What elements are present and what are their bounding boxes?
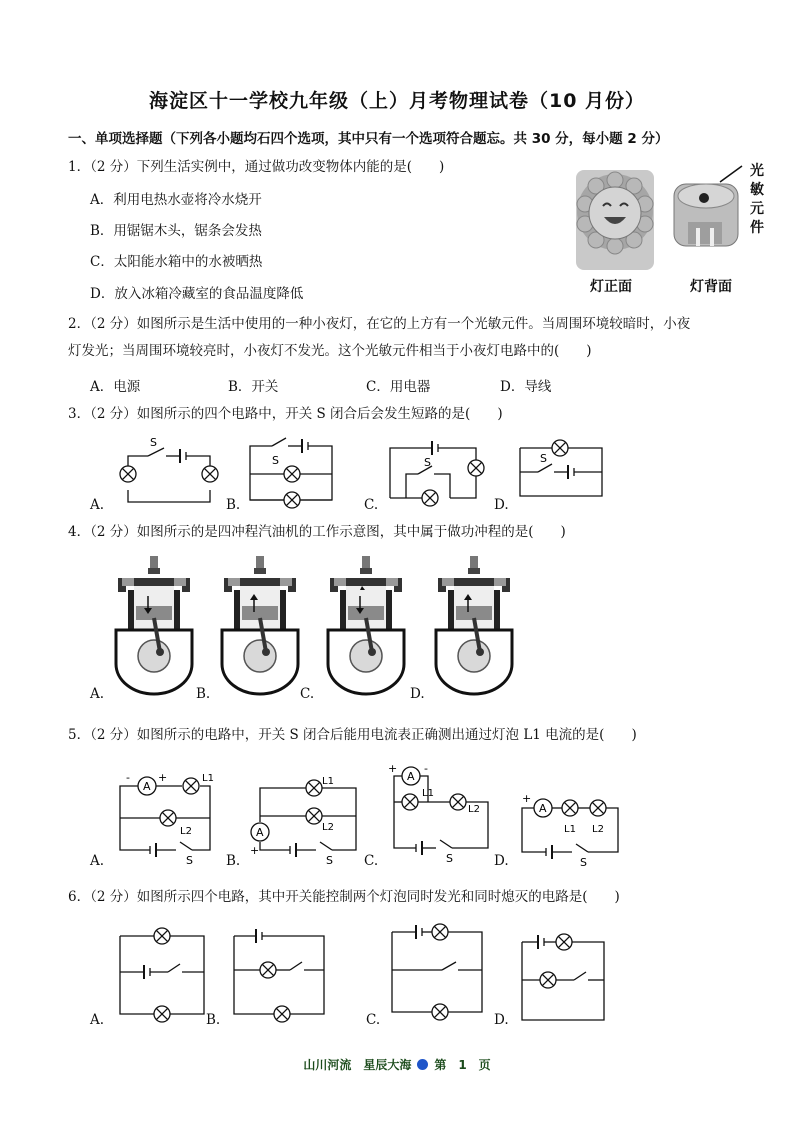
q5-label-d[interactable]: D.: [494, 853, 509, 869]
q6-label-a[interactable]: A.: [90, 1012, 105, 1028]
q5a-l1: L1: [202, 773, 214, 784]
q4-label-c[interactable]: C.: [300, 686, 315, 702]
q3-circuit-c: [390, 441, 476, 498]
lamp-front-caption: 灯正面: [590, 279, 632, 295]
q5-circuit-c: [394, 776, 488, 855]
q5a-plus: +: [158, 771, 168, 784]
globe-icon: [417, 1059, 428, 1070]
q3-label-c[interactable]: C.: [364, 497, 379, 513]
q3-label-b[interactable]: B.: [226, 497, 241, 513]
q3c-switch-label: S: [424, 456, 431, 469]
q6-circuit-b: [234, 929, 324, 1014]
q1-option-a[interactable]: A．利用电热水壶将冷水烧开: [90, 192, 262, 208]
q4-label-a[interactable]: A.: [90, 686, 105, 702]
sensor-label: 光 敏 元 件: [750, 163, 764, 236]
q4-label-b[interactable]: B.: [196, 686, 211, 702]
q5a-ammeter: A: [143, 780, 151, 793]
q5a-l2: L2: [180, 826, 192, 837]
q2-option-c[interactable]: C．用电器: [366, 379, 431, 395]
page-footer: [0, 1056, 794, 1073]
page-number: 第 1 页: [434, 1058, 491, 1072]
q5c-ammeter: A: [407, 770, 415, 783]
section-heading: 一、单项选择题（下列各小题均石四个选项，其中只有一个选项符合题忘。共 30 分，每小题 2 分）: [68, 131, 669, 147]
q3-label-a[interactable]: A.: [90, 497, 105, 513]
q5d-s: S: [580, 856, 587, 869]
q5b-ammeter: A: [256, 826, 264, 839]
q3a-switch-label: S: [150, 436, 157, 449]
q1-option-c[interactable]: C．太阳能水箱中的水被晒热: [90, 254, 263, 270]
q4-engine-a: [116, 556, 192, 694]
q5d-l2: L2: [592, 824, 604, 835]
lamp-back-caption: 灯背面: [690, 279, 732, 295]
night-lamp-figure: [570, 162, 770, 274]
q5b-s: S: [326, 854, 333, 867]
q5a-minus: -: [126, 771, 130, 784]
q6-circuit-a: [120, 936, 204, 1014]
q5c-s: S: [446, 852, 453, 865]
q5d-ammeter: A: [539, 802, 547, 815]
q3b-switch-label: S: [272, 454, 279, 467]
q5c-l1: L1: [422, 788, 434, 799]
question-2-line2: 灯发光；当周围环境较亮时，小夜灯不发光。这个光敏元件相当于小夜灯电路中的( ): [68, 343, 592, 359]
lamp-front-photo: [576, 170, 654, 270]
question-6-stem: 6．（2 分）如图所示四个电路，其中开关能控制两个灯泡同时发光和同时熄灭的电路是( ): [68, 889, 620, 905]
q5b-l1: L1: [322, 776, 334, 787]
q5a-s: S: [186, 854, 193, 867]
q5d-plus: +: [522, 792, 532, 805]
q6-label-d[interactable]: D.: [494, 1012, 509, 1028]
q4-engine-c: [328, 556, 404, 694]
q6-label-c[interactable]: C.: [366, 1012, 381, 1028]
q3-circuits-figure: [80, 428, 720, 518]
q6-circuits-figure: [110, 922, 630, 1026]
q2-option-b[interactable]: B．开关: [228, 379, 279, 395]
q5c-l2: L2: [468, 804, 480, 815]
q1-option-d[interactable]: D．放入冰箱冷藏室的食品温度降低: [90, 286, 304, 302]
q5-label-b[interactable]: B.: [226, 853, 241, 869]
q5-circuit-b: [260, 788, 356, 857]
footer-motto: 山川河流 星辰大海: [303, 1058, 412, 1072]
q3-label-d[interactable]: D.: [494, 497, 509, 513]
q4-engine-d: [436, 556, 512, 694]
q4-engine-figure: [112, 556, 712, 696]
q3d-switch-label: S: [540, 452, 547, 465]
q5d-l1: L1: [564, 824, 576, 835]
question-4-stem: 4．（2 分）如图所示的是四冲程汽油机的工作示意图，其中属于做功冲程的是( ): [68, 524, 566, 540]
q2-option-a[interactable]: A．电源: [90, 379, 141, 395]
q5-label-c[interactable]: C.: [364, 853, 379, 869]
q2-option-d[interactable]: D．导线: [500, 379, 552, 395]
q5c-plus: +: [388, 762, 398, 775]
question-3-stem: 3．（2 分）如图所示的四个电路中，开关 S 闭合后会发生短路的是( ): [68, 406, 503, 422]
q5-label-a[interactable]: A.: [90, 853, 105, 869]
page-title: 海淀区十一学校九年级（上）月考物理试卷（10 月份）: [148, 90, 646, 112]
question-5-stem: 5．（2 分）如图所示的电路中，开关 S 闭合后能用电流表正确测出通过灯泡 L1 电流的是( ): [68, 727, 637, 743]
question-1-stem: 1．（2 分）下列生活实例中，通过做功改变物体内能的是( ): [68, 159, 445, 175]
q6-label-b[interactable]: B.: [206, 1012, 221, 1028]
lamp-back-photo: [674, 166, 742, 246]
question-2-line1: 2．（2 分）如图所示是生活中使用的一种小夜灯，在它的上方有一个光敏元件。当周围环境较暗时，小夜: [68, 316, 691, 332]
q1-option-b[interactable]: B．用锯锯木头，锯条会发热: [90, 223, 262, 239]
q3-circuit-a: [128, 448, 210, 502]
q5c-minus: -: [424, 762, 428, 775]
q5b-l2: L2: [322, 822, 334, 833]
q5b-plus: +: [250, 844, 260, 857]
q4-label-d[interactable]: D.: [410, 686, 425, 702]
q4-engine-b: [222, 556, 298, 694]
